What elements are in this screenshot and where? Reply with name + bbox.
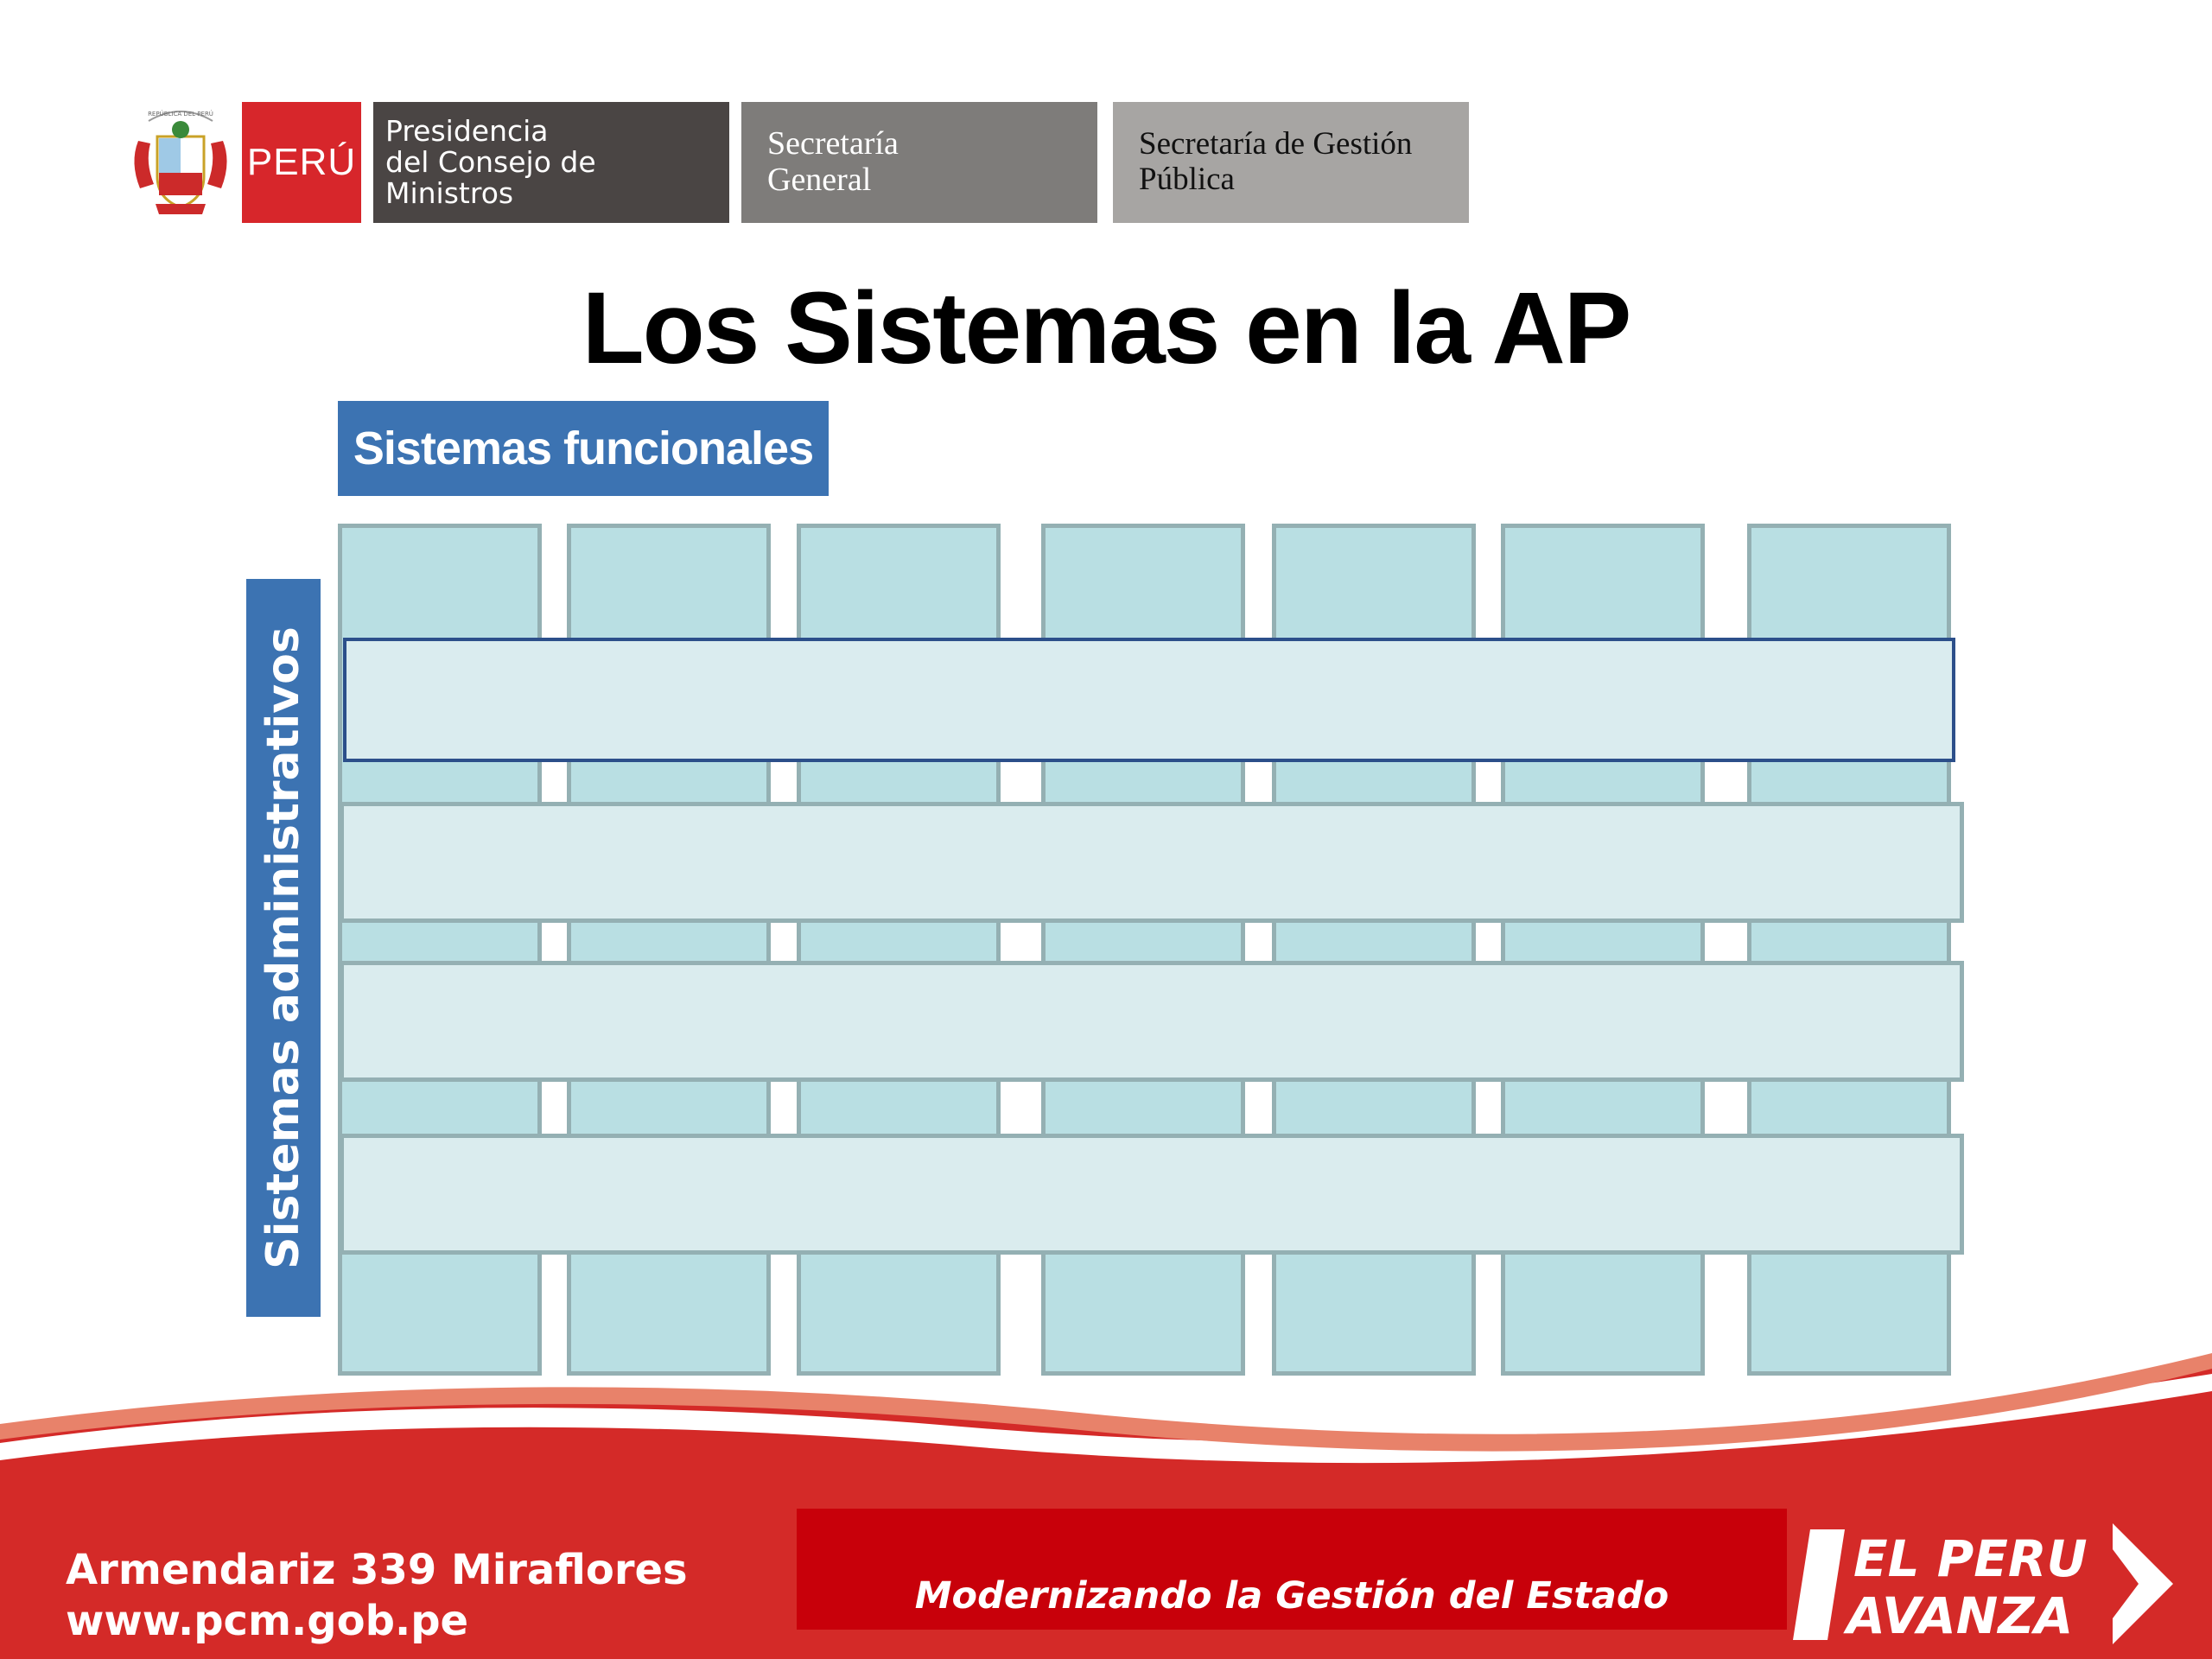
administrative-system-row [340,1134,1964,1255]
pcm-line-1: Presidencia [385,113,549,148]
administrative-system-row [340,802,1964,923]
pcm-line-2: del Consejo de Ministros [385,144,596,211]
footer-address [66,1545,688,1646]
coat-of-arms-logo [130,102,232,223]
logo-line-1: EL PERU [1853,1529,2088,1588]
coat-of-arms-text: REPÚBLICA DEL PERÚ [148,111,213,118]
peru-label: PERÚ [246,141,357,183]
secretaria-gestion-publica-box [1113,102,1469,223]
website-link[interactable]: www.pcm.gob.pe [66,1596,469,1645]
footer-slogan: Modernizando la Gestión del Estado [914,1574,1669,1618]
sgp-line-1: Secretaría de Gestión [1139,126,1413,162]
el-peru-avanza-logo [1793,1519,2173,1649]
sgp-line-2: Pública [1139,162,1235,197]
functional-systems-text: Sistemas funcionales [353,423,814,474]
sg-line-2: General [767,162,872,198]
administrative-system-row [340,961,1964,1082]
peru-brand-box [242,102,361,223]
address-line: Armendariz 339 Miraflores [66,1546,688,1594]
functional-systems-label [338,401,829,496]
secretaria-general-box [741,102,1097,223]
administrative-systems-text: Sistemas administrativos [257,626,309,1269]
sg-line-1: Secretaría [767,125,899,162]
logo-line-2: AVANZA [1847,1586,2074,1645]
administrative-systems-label [246,579,321,1317]
slide-title: Los Sistemas en la AP [582,271,1630,385]
administrative-system-row-highlighted [343,638,1955,762]
pcm-header-box [373,102,729,223]
